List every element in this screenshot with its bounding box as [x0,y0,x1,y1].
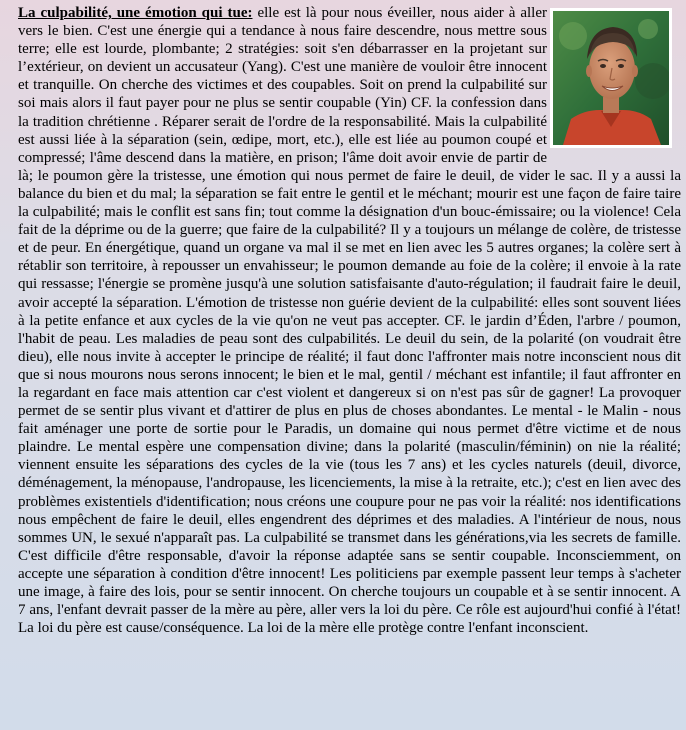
article-paragraph [18,4,681,637]
photo-spacer [547,4,681,150]
article-headline: La culpabilité, une émotion qui tue: [18,5,253,21]
article-body: elle est là pour nous éveiller, nous aider à aller vers le bien. C'est une énergie qui a tendance à nous faire descendre, nous mettre sous terre; elle est lourde, plombante; 2 stratégies: soit s'en débarrasser en la projetant sur l’extérieur, on devient un accusateur (Yang). C'est une manière de vouloir être innocent et tranquille. On cherche des victimes et des coupables. Soit on prend la culpabilité sur soi mais alors il faut payer pour ne plus se sentir coupable (Yin) CF. la confession dans la tradition chrétienne . Réparer serait de l'ordre de la responsabilité. Mais la culpabilité est aussi liée à la séparation (sein, œdipe, mort, etc.), elle est liée au poumon coupé et compressé; l'âme descend dans la matière, en prison; l'âme doit avoir envie de partir de là; le poumon gère la tristesse, une émotion qui nous permet de faire le deuil, de vider le sac. Il y a aussi la balance du bien et du mal; la séparation se fait entre le gentil et le méchant; mourir est une façon de faire taire la culpabilité; mais le conflit est sans fin; tout comme la désignation d'un bouc-émissaire; ou la violence! Cela fait de la déprime ou de la guerre; que faire de la culpabilité? Il y a toujours un mélange de colère, de tristesse et de peur. En énergétique, quand un organe va mal il se met en lien avec les 5 autres organes; la colère sert à rétablir son territoire, à repousser un envahisseur; le poumon demande au foie de la colère; il envoie à la rate qui ressasse; l'énergie se promène jusqu'à une solution satisfaisante d'auto-régulation; il faudrait faire le deuil, avoir accepté la séparation. L'émotion de tristesse non guérie devient de la culpabilité: elles sont souvent liées à la petite enfance et aux cycles de la vie qu'on ne veut pas accepter. CF. le jardin d’Éden, l'arbre / poumon, l'habit de peau. Les maladies de peau sont des culpabilités. Le deuil du sein, de la polarité (on voudrait être dieu), elle nous invite à accepter le principe de réalité; il faut donc l'affronter mais notre inconscient nous dit que si nous mourons nous serons innocent; le bien et le mal, gentil / méchant est infantile; il faut affronter en la regardant en face mais attention car c'est violent et dangereux si on n'est pas sûr de gagner! La provoquer permet de se sentir plus vivant et d'attirer de plus en plus de choses abondantes. Le mental - le Malin - nous fait aménager une porte de sortie pour le Paradis, un domaine qui nous permet d'être victime et de nous plaindre. Le mental espère une compensation divine; dans la polarité (masculin/féminin) on nie la réalité; viennent ensuite les séparations des cycles de la vie (tous les 7 ans) et les cycles naturels (deuil, divorce, déménagement, la ménopause, l'andropause, les licenciements, la mise à la retraite, etc.); c'est en lien avec des problèmes existentiels d'identification; nous créons une coupure pour ne pas voir la réalité: nos identifications nous empêchent de faire le deuil, elles engendrent des déprimes et des maladies. A l'intérieur de nous, nous sommes UN, le sexué n'apparaît pas. La culpabilité se transmet dans les générations,via les secrets de famille. C'est difficile d'être responsable, d'avoir la réponse adaptée sans se sentir coupable. Inconsciemment, on accepte une séparation à condition d'être innocent! Les politiciens par exemple passent leur temps à s'acheter une image, à faire des lois, pour se sentir innocent. On cherche toujours un coupable et à se sentir innocent. A 7 ans, l'enfant devrait passer de la mère au père, aller vers la loi du père. Ce rôle est aujourd'hui confié à l'état! La loi du père est cause/conséquence. La loi de la mère elle protège contre l'enfant inconscient. [18,5,681,637]
